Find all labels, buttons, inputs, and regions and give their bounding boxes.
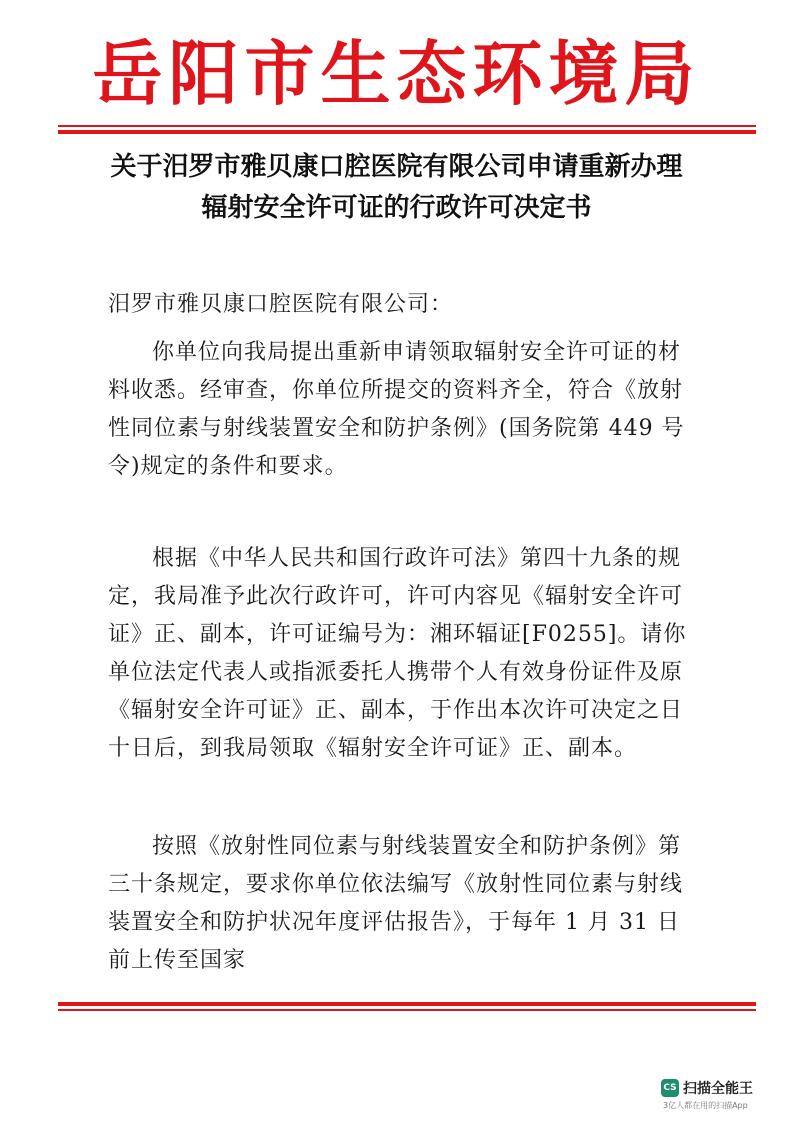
- scanner-tagline: 3亿人都在用的扫描App: [663, 1101, 748, 1110]
- document-title-line2: 辐射安全许可证的行政许可决定书: [201, 193, 592, 223]
- body-paragraph-2: 根据《中华人民共和国行政许可法》第四十九条的规定，我局准予此次行政许可，许可内容见《辐射安全许可证》正、副本，许可证编号为：湘环辐证[F0255]。请你单位法定代表人或指派委托人携带个人有效身份证件及原《辐射安全许可证》正、副本，于作出本次许可决定之日十日后，到我局领取《辐射安全许可证》正、副本。: [108, 546, 687, 761]
- document-title-line1: 关于汨罗市雅贝康口腔医院有限公司申请重新办理: [110, 152, 683, 182]
- letterhead-org-name: 岳阳市生态环境局: [92, 32, 701, 115]
- scanner-watermark: [661, 1078, 781, 1111]
- body-paragraph-1: 你单位向我局提出重新申请领取辐射安全许可证的材料收悉。经审查，你单位所提交的资料齐全，符合《放射性同位素与射线装置安全和防护条例》(国务院第 449 号令)规定的条件和要求。: [108, 340, 685, 479]
- body-paragraph-3: 按照《放射性同位素与射线装置安全和防护条例》第三十条规定，要求你单位依法编写《放射性同位素与射线装置安全和防护状况年度评估报告》，于每年 1 月 31 日前上传至国家: [108, 834, 684, 973]
- footer-divider-thin: [58, 1009, 756, 1011]
- scanner-app-name: 扫描全能王: [683, 1081, 753, 1097]
- salutation: 汨罗市雅贝康口腔医院有限公司：: [108, 292, 454, 317]
- footer-divider-thick: [58, 1002, 756, 1006]
- letterhead-divider-thin: [58, 125, 756, 127]
- letterhead-divider-thick: [58, 130, 756, 134]
- scanner-logo-icon: CS: [661, 1079, 679, 1097]
